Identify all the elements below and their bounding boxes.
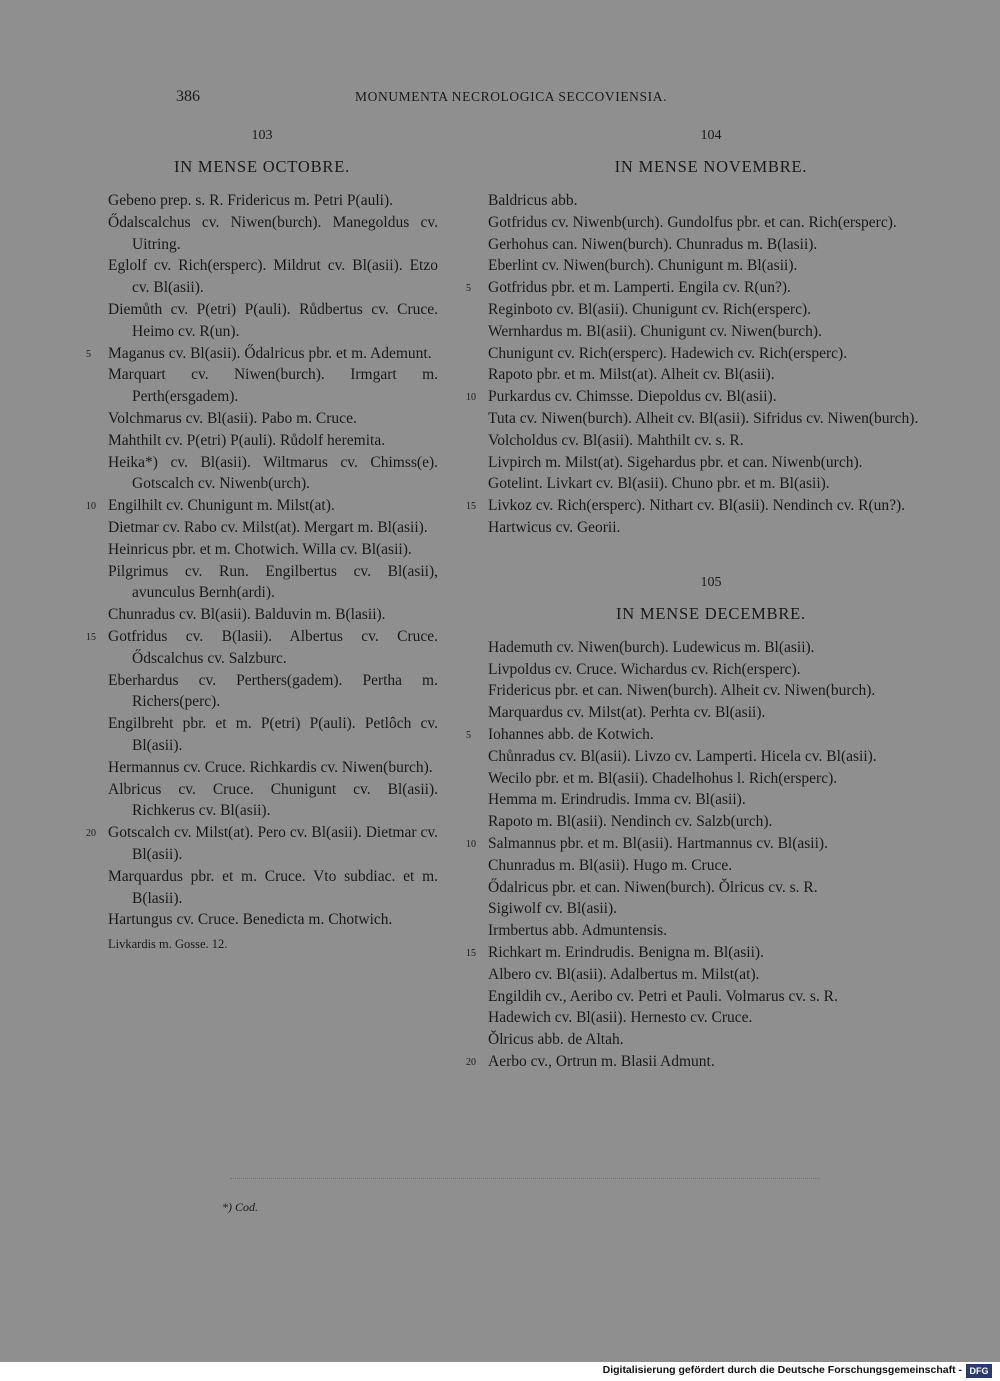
- line-number: 20: [466, 1056, 476, 1068]
- entry-text: Ŏlricus abb. de Altah.: [488, 1031, 624, 1049]
- necrology-entry: [466, 517, 956, 539]
- entry-text: Hadewich cv. Bl(asii). Hernesto cv. Cruce.: [488, 1009, 753, 1027]
- necrology-entry: [466, 234, 956, 256]
- entry-text: Gotfridus cv. Niwenb(urch). Gundolfus pbr. et can. Rich(ersperc).: [488, 213, 897, 231]
- entry-text: Wecilo pbr. et m. Bl(asii). Chadelhohus l. Rich(ersperc).: [488, 769, 838, 787]
- necrology-entry: [466, 1051, 956, 1073]
- entry-text: Dietmar cv. Rabo cv. Milst(at). Mergart m. Bl(asii).: [108, 518, 428, 536]
- entry-text: Iohannes abb. de Kotwich.: [488, 725, 654, 743]
- entry-text: Engildih cv., Aeribo cv. Petri et Pauli. Volmarus cv. s. R.: [488, 987, 838, 1005]
- necrology-entry: [86, 670, 438, 714]
- necrology-entry: [466, 637, 956, 659]
- footnote: *) Cod.: [222, 1200, 258, 1214]
- entry-text: Aerbo cv., Ortrun m. Blasii Admunt.: [488, 1052, 715, 1070]
- entry-text: Gotscalch cv. Milst(at). Pero cv. Bl(asii). Dietmar cv. Bl(asii).: [108, 824, 438, 863]
- entry-text: Mahthilt cv. P(etri) P(auli). Růdolf heremita.: [108, 431, 386, 449]
- necrology-entry: [466, 789, 956, 811]
- necrology-entry: [466, 321, 956, 343]
- necrology-entry: [466, 986, 956, 1008]
- entry-text: Chunradus m. Bl(asii). Hugo m. Cruce.: [488, 856, 733, 874]
- section-number-103: 103: [251, 128, 273, 143]
- necrology-entry: [466, 364, 956, 386]
- necrology-entry: [86, 364, 438, 408]
- necrology-entry: [466, 430, 956, 452]
- line-number: 10: [466, 838, 476, 850]
- necrology-entry: [86, 408, 438, 430]
- entry-text: Eberlint cv. Niwen(burch). Chunigunt m. Bl(asii).: [488, 257, 798, 275]
- entry-text: Rapoto m. Bl(asii). Nendinch cv. Salzb(urch).: [488, 813, 773, 831]
- necrology-entry: [466, 1029, 956, 1051]
- entry-text: Rapoto pbr. et m. Milst(at). Alheit cv. Bl(asii).: [488, 366, 775, 384]
- entry-text: Marquardus cv. Milst(at). Perhta cv. Bl(asii).: [488, 704, 766, 722]
- necrology-entry: [86, 517, 438, 539]
- entry-text: Sigiwolf cv. Bl(asii).: [488, 900, 618, 918]
- entry-text: Purkardus cv. Chimsse. Diepoldus cv. Bl(asii).: [488, 388, 777, 406]
- entry-text: Hermannus cv. Cruce. Richkardis cv. Niwen(burch).: [108, 758, 433, 776]
- necrology-entry: [466, 299, 956, 321]
- line-number: 5: [466, 729, 471, 741]
- necrology-entry: [466, 495, 956, 517]
- necrology-entry: [86, 452, 438, 496]
- necrology-entry: [86, 757, 438, 779]
- entry-text: Albero cv. Bl(asii). Adalbertus m. Milst(at).: [488, 965, 760, 983]
- entry-text: Eglolf cv. Rich(ersperc). Mildrut cv. Bl(asii). Etzo cv. Bl(asii).: [108, 257, 438, 297]
- entry-text: Chunradus cv. Bl(asii). Balduvin m. B(lasii).: [108, 606, 386, 624]
- necrology-entry: [86, 779, 438, 823]
- entry-text: Diemůth cv. P(etri) P(auli). Růdbertus cv. Cruce. Heimo cv. R(un).: [108, 300, 438, 340]
- necrology-entry: [86, 539, 438, 561]
- necrology-entry: [466, 212, 956, 234]
- necrology-entry: [466, 898, 956, 920]
- entry-text: Livpoldus cv. Cruce. Wichardus cv. Rich(ersperc).: [488, 660, 801, 678]
- dfg-logo-icon: DFG: [966, 1364, 992, 1378]
- necrology-entry: [466, 811, 956, 833]
- entry-text: Eberhardus cv. Perthers(gadem). Pertha m. Richers(perc).: [108, 671, 438, 711]
- entry-text: Baldricus abb.: [488, 192, 578, 209]
- entry-text: Gotelint. Livkart cv. Bl(asii). Chuno pbr. et m. Bl(asii).: [488, 475, 830, 493]
- section-title-december: IN MENSE DECEMBRE.: [616, 603, 806, 623]
- entry-text: Salmannus pbr. et m. Bl(asii). Hartmannus cv. Bl(asii).: [488, 834, 828, 852]
- line-number: 15: [86, 631, 96, 643]
- october-note: Livkardis m. Gosse. 12.: [108, 937, 228, 952]
- entry-text: Chunigunt cv. Rich(ersperc). Hadewich cv. Rich(ersperc).: [488, 344, 848, 362]
- necrology-entry: [86, 430, 438, 452]
- necrology-entry: [86, 190, 438, 212]
- necrology-entry: [466, 659, 956, 681]
- entry-text: Engilhilt cv. Chunigunt m. Milst(at).: [108, 497, 335, 515]
- necrology-entry: [86, 866, 438, 910]
- line-number: 10: [86, 501, 96, 513]
- necrology-entry: [466, 386, 956, 408]
- necrology-entry: [466, 855, 956, 877]
- necrology-entry: [466, 702, 956, 724]
- footnote-rule: [230, 1178, 820, 1179]
- line-number: 10: [466, 392, 476, 404]
- entry-text: Hemma m. Erindrudis. Imma cv. Bl(asii).: [488, 791, 746, 809]
- entry-text: Livpirch m. Milst(at). Sigehardus pbr. et can. Niwenb(urch).: [488, 453, 863, 471]
- necrology-entry: [86, 343, 438, 365]
- entry-text: Reginboto cv. Bl(asii). Chunigunt cv. Rich(ersperc).: [488, 300, 811, 318]
- necrology-entry: [466, 408, 956, 430]
- entry-text: Gebeno prep. s. R. Fridericus m. Petri P(auli).: [108, 192, 393, 209]
- entry-text: Heika*) cv. Bl(asii). Wiltmarus cv. Chimss(e). Gotscalch cv. Niwenb(urch).: [108, 453, 438, 493]
- entry-text: Pilgrimus cv. Run. Engilbertus cv. Bl(asii), avunculus Bernh(ardi).: [108, 562, 438, 602]
- entry-text: Volcholdus cv. Bl(asii). Mahthilt cv. s. R.: [488, 431, 744, 449]
- line-number: 5: [86, 348, 91, 360]
- entry-text: Hartwicus cv. Georii.: [488, 518, 621, 536]
- credit-bar: [0, 1362, 1000, 1381]
- necrology-entry: [466, 746, 956, 768]
- necrology-entry: [86, 255, 438, 299]
- entries-december: [466, 637, 956, 1073]
- necrology-entry: [86, 822, 438, 866]
- necrology-entry: [86, 212, 438, 256]
- credit-text: Digitalisierung gefördert durch die Deutsche Forschungsgemeinschaft -: [602, 1364, 962, 1376]
- line-number: 15: [466, 501, 476, 513]
- section-title-october: IN MENSE OCTOBRE.: [173, 157, 350, 176]
- necrology-entry: [466, 343, 956, 365]
- entry-text: Albricus cv. Cruce. Chunigunt cv. Bl(asii). Richkerus cv. Bl(asii).: [108, 780, 438, 820]
- entry-text: Engilbreht pbr. et m. P(etri) P(auli). Petlôch cv. Bl(asii).: [108, 715, 438, 754]
- entries-october: [86, 190, 438, 931]
- necrology-entry: [86, 713, 438, 757]
- entry-text: Wernhardus m. Bl(asii). Chunigunt cv. Niwen(burch).: [488, 322, 822, 340]
- entry-text: Chůnradus cv. Bl(asii). Livzo cv. Lamperti. Hicela cv. Bl(asii).: [488, 747, 877, 765]
- necrology-entry: [466, 920, 956, 942]
- page-number: 386: [176, 88, 200, 105]
- entry-text: Livkoz cv. Rich(ersperc). Nithart cv. Bl(asii). Nendinch cv. R(un?).: [488, 497, 906, 515]
- entry-text: Marquardus pbr. et m. Cruce. Vto subdiac. et m. B(lasii).: [108, 867, 438, 907]
- section-number-105: 105: [700, 574, 722, 590]
- necrology-entry: [466, 452, 956, 474]
- entry-text: Gotfridus cv. B(lasii). Albertus cv. Cruce. Ődscalchus cv. Salzburc.: [108, 627, 438, 667]
- column-october: [86, 126, 438, 952]
- entry-text: Hartungus cv. Cruce. Benedicta m. Chotwich.: [108, 911, 393, 929]
- section-gap: [466, 539, 956, 573]
- entry-text: Richkart m. Erindrudis. Benigna m. Bl(asii).: [488, 943, 764, 961]
- entry-text: Gotfridus pbr. et m. Lamperti. Engila cv. R(un?).: [488, 279, 791, 297]
- entry-text: Hademuth cv. Niwen(burch). Ludewicus m. Bl(asii).: [488, 638, 815, 656]
- necrology-entry: [466, 1007, 956, 1029]
- necrology-entry: [466, 680, 956, 702]
- necrology-entry: [466, 255, 956, 277]
- entry-text: Irmbertus abb. Admuntensis.: [488, 922, 668, 940]
- entry-text: Gerhohus can. Niwen(burch). Chunradus m. B(lasii).: [488, 235, 818, 253]
- necrology-entry: [86, 604, 438, 626]
- section-title-november: IN MENSE NOVEMBRE.: [614, 157, 808, 176]
- necrology-entry: [466, 833, 956, 855]
- entry-text: Maganus cv. Bl(asii). Ődalricus pbr. et m. Ademunt.: [108, 344, 432, 362]
- necrology-entry: [466, 724, 956, 746]
- section-number-104: 104: [700, 128, 722, 143]
- running-title: MONUMENTA NECROLOGICA SECCOVIENSIA.: [355, 89, 668, 104]
- entry-text: Marquart cv. Niwen(burch). Irmgart m. Perth(ersgadem).: [108, 366, 438, 406]
- entries-november: [466, 190, 956, 539]
- necrology-entry: [466, 877, 956, 899]
- line-number: 5: [466, 283, 471, 295]
- entry-text: Volchmarus cv. Bl(asii). Pabo m. Cruce.: [108, 409, 357, 427]
- line-number: 20: [86, 828, 96, 840]
- necrology-entry: [466, 190, 956, 212]
- necrology-entry: [86, 299, 438, 343]
- column-november-december: [466, 126, 956, 1073]
- line-number: 15: [466, 947, 476, 959]
- entry-text: Fridericus pbr. et can. Niwen(burch). Alheit cv. Niwen(burch).: [488, 682, 876, 700]
- necrology-entry: [86, 495, 438, 517]
- entry-text: Heinricus pbr. et m. Chotwich. Willa cv. Bl(asii).: [108, 540, 412, 558]
- running-head: [0, 88, 1000, 112]
- necrology-entry: [86, 909, 438, 931]
- necrology-entry: [86, 561, 438, 605]
- entry-text: Ődalscalchus cv. Niwen(burch). Manegoldus cv. Uitring.: [108, 213, 438, 253]
- necrology-entry: [466, 768, 956, 790]
- necrology-entry: [466, 942, 956, 964]
- entry-text: Tuta cv. Niwen(burch). Alheit cv. Bl(asii). Sifridus cv. Niwen(burch).: [488, 409, 919, 427]
- necrology-entry: [86, 626, 438, 670]
- necrology-entry: [466, 277, 956, 299]
- necrology-entry: [466, 473, 956, 495]
- necrology-entry: [466, 964, 956, 986]
- entry-text: Ődalricus pbr. et can. Niwen(burch). Ŏlricus cv. s. R.: [488, 878, 818, 896]
